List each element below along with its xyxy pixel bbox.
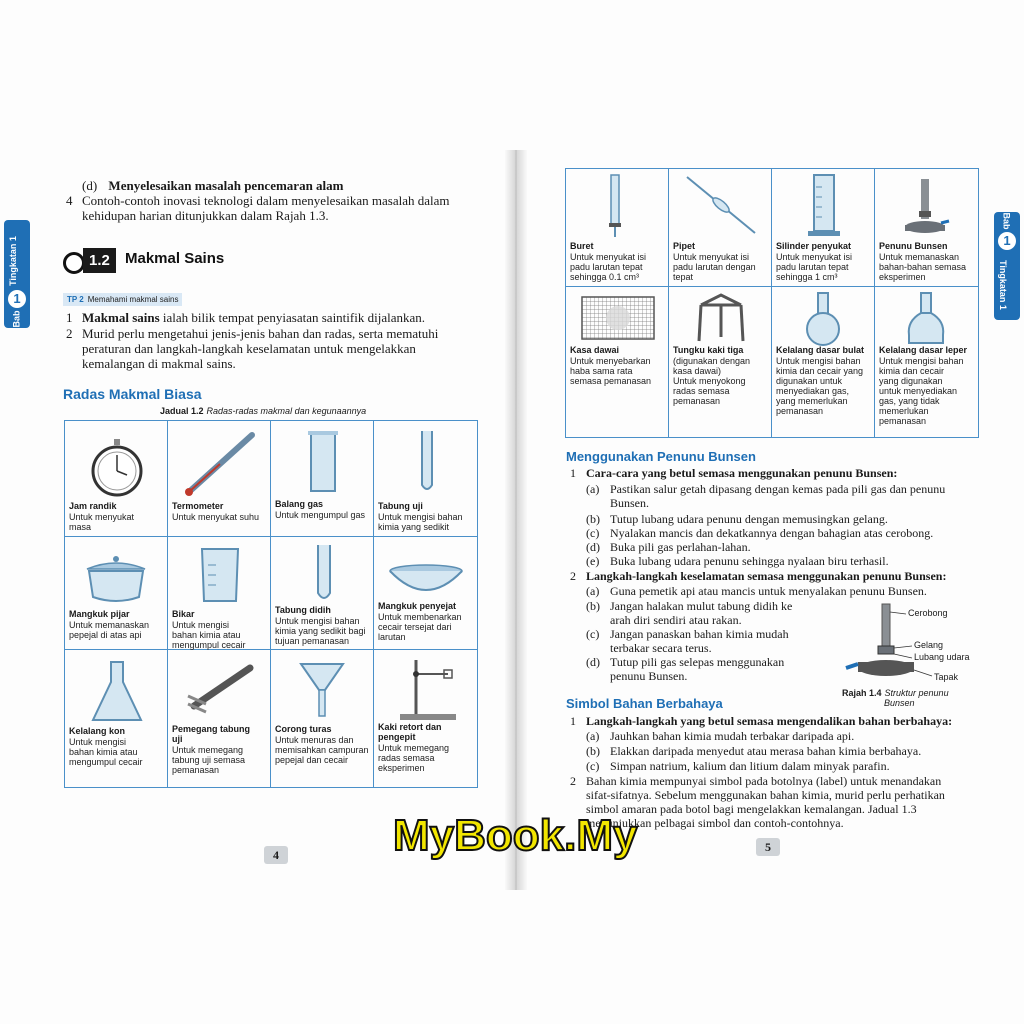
item-label: (b) (586, 599, 600, 613)
chapter-side-tab-right (994, 212, 1020, 320)
item-line: penunu Bunsen. (610, 669, 688, 683)
item-line: arah diri sendiri atau rakan. (610, 613, 742, 627)
apparatus-desc-line: Untuk menyukat suhu (172, 512, 260, 522)
stopwatch-icon (87, 437, 147, 497)
item-line: Pastikan salur getah dipasang dengan kemas pada pili gas dan penunu (610, 482, 946, 496)
apparatus-desc-line: Untuk memegang (172, 745, 244, 755)
apparatus-name: Tungku kaki tiga (673, 345, 744, 355)
list-number: 2 (570, 569, 576, 583)
apparatus-desc-line: Untuk mengisi (69, 737, 127, 747)
apparatus-cell (374, 421, 477, 537)
item-line: Jangan panaskan bahan kimia mudah (610, 627, 789, 641)
apparatus-cell (65, 650, 168, 787)
point-line3: kemalangan di makmal sains. (82, 356, 236, 371)
apparatus-name: Kaki retort dan (378, 722, 442, 732)
apparatus-desc-line: gas, yang tidak (879, 396, 940, 406)
item-label: (a) (586, 482, 600, 496)
apparatus-desc-line: Untuk menuras dan (275, 735, 354, 745)
paragraph-line: menunjukkan pelbagai simbol dan contoh-contohnya. (586, 816, 844, 830)
apparatus-cell (772, 169, 875, 287)
apparatus-cell (168, 537, 271, 650)
apparatus-name: Termometer (172, 501, 224, 511)
item-line: Tutup lubang udara penunu dengan memusingkan gelang. (610, 512, 888, 526)
tab-chapter-number: 1 (8, 290, 26, 308)
apparatus-desc-line: Untuk membenarkan (378, 612, 462, 622)
label-cerobong: Cerobong (908, 608, 948, 618)
test-tube-holder-icon (180, 660, 260, 716)
hazard-1-item-b (586, 744, 921, 758)
apparatus-desc-line: Untuk memegang (378, 743, 450, 753)
item-text-line1: Contoh-contoh inovasi teknologi dalam menyelesaikan masalah dalam (82, 193, 450, 208)
apparatus-cell (271, 537, 374, 650)
bunsen-2-item-c (586, 627, 826, 655)
apparatus-cell (669, 287, 772, 437)
apparatus-desc-line: memisahkan campuran (275, 745, 369, 755)
apparatus-desc-line: pemanasan (172, 765, 220, 775)
round-bottom-flask-icon (798, 291, 848, 347)
apparatus-desc-line: Untuk mengisi bahan (378, 512, 463, 522)
item-line: Buka pili gas perlahan-lahan. (610, 540, 751, 554)
caption-text: Radas-radas makmal dan kegunaannya (206, 406, 367, 416)
point-line1: Murid perlu mengetahui jenis-jenis bahan dan radas, serta mematuhi (82, 326, 439, 341)
apparatus-cell (669, 169, 772, 287)
apparatus-name: Kelalang dasar leper (879, 345, 968, 355)
apparatus-desc-line: kimia dan cecair (879, 366, 945, 376)
watermark-text: MyBook.My (393, 811, 638, 860)
apparatus-name: Kelalang kon (69, 726, 126, 736)
tab-text-bab: Bab (11, 310, 22, 328)
apparatus-cell (168, 421, 271, 537)
caption-line1: Struktur penunu (884, 688, 949, 698)
point-text: ialah bilik tempat penyiasatan saintifik dijalankan. (159, 310, 425, 325)
subheading-hazard: Simbol Bahan Berbahaya (566, 696, 723, 711)
item-label: 4 (66, 193, 73, 208)
apparatus-cell (271, 421, 374, 537)
apparatus-name: Corong turas (275, 724, 332, 734)
apparatus-desc-line: Untuk menyukat (69, 512, 135, 522)
apparatus-desc-line: padu larutan tepat (776, 262, 849, 272)
apparatus-desc-line: cecair tersejat dari (378, 622, 452, 632)
apparatus-desc-line: Untuk menyukat isi (776, 252, 853, 262)
point-bold: Makmal sains (82, 310, 160, 325)
tp-code: TP 2 (67, 295, 84, 304)
apparatus-cell (566, 169, 669, 287)
paragraph-line: Bahan kimia mempunyai simbol pada botolnya (label) untuk menandakan (586, 774, 942, 788)
list-title: Langkah-langkah yang betul semasa mengendalikan bahan berbahaya: (586, 714, 953, 728)
list-number: 1 (570, 466, 576, 480)
item-label: (d) (586, 655, 600, 669)
apparatus-desc-line: Untuk memanaskan (879, 252, 960, 262)
apparatus-cell (875, 169, 978, 287)
point-line2: peraturan dan langkah-langkah keselamatan untuk mengelakkan (82, 341, 416, 356)
apparatus-desc-line: tepat (673, 272, 694, 282)
chapter-side-tab-left (4, 220, 30, 328)
apparatus-name: Silinder penyukat (776, 241, 852, 251)
apparatus-desc-line: Untuk mengisi bahan (879, 356, 964, 366)
item-line: Guna pemetik api atau mancis untuk menyalakan penunu Bunsen. (610, 584, 927, 598)
bunsen-1-item-b (586, 512, 888, 526)
item-line: Nyalakan mancis dan dekatkannya dengan bahagian atas cerobong. (610, 526, 934, 540)
bunsen-1-item-e (586, 554, 889, 568)
item-label: (a) (586, 584, 600, 598)
apparatus-desc-line: Untuk menyukat isi (570, 252, 647, 262)
item-label: (d) (82, 178, 98, 193)
tab-text-tingkatan: Tingkatan 1 (997, 260, 1008, 310)
apparatus-desc-line: Untuk mengisi bahan (776, 356, 861, 366)
bunsen-2-item-b (586, 599, 826, 627)
bunsen-1-item-c (586, 526, 933, 540)
apparatus-desc-line: yang memerlukan (776, 396, 848, 406)
item-label: (c) (586, 627, 600, 641)
list-title: Cara-cara yang betul semasa menggunakan penunu Bunsen: (586, 466, 898, 480)
apparatus-cell (271, 650, 374, 787)
apparatus-name: Kasa dawai (570, 345, 620, 355)
apparatus-desc-line: tujuan pemanasan (275, 636, 350, 646)
apparatus-desc-line: pemanasan (879, 416, 927, 426)
apparatus-desc-line: radas semasa (378, 753, 435, 763)
apparatus-desc-line: digunakan untuk (776, 376, 843, 386)
apparatus-desc-line: yang digunakan (879, 376, 943, 386)
apparatus-desc-line: mengumpul cecair (69, 757, 143, 767)
measuring-cylinder-icon (804, 173, 844, 239)
apparatus-cell (772, 287, 875, 437)
apparatus-name: Pemegang tabung (172, 724, 251, 734)
intro-item-d (82, 178, 344, 193)
apparatus-name: Mangkuk penyejat (378, 601, 457, 611)
apparatus-desc-line: padu larutan dengan (673, 262, 756, 272)
wire-gauze-icon (578, 293, 658, 343)
item-line: Jauhkan bahan kimia mudah terbakar daripada api. (610, 729, 855, 743)
apparatus-desc-line: bahan kimia atau (69, 747, 138, 757)
apparatus-desc-line: bahan-bahan semasa (879, 262, 967, 272)
label-gelang: Gelang (914, 640, 944, 650)
apparatus-name: Mangkuk pijar (69, 609, 130, 619)
bunsen-burner-icon (901, 175, 951, 237)
apparatus-desc-line: sehingga 1 cm³ (776, 272, 838, 282)
bunsen-1-item-a (586, 482, 980, 510)
hazard-1-item-a (586, 729, 854, 743)
apparatus-desc-line: padu larutan tepat (570, 262, 643, 272)
section-title: Makmal Sains (125, 250, 225, 267)
apparatus-name: Penunu Bunsen (879, 241, 948, 251)
table-1-2-caption (160, 406, 366, 416)
burette-icon (600, 173, 630, 239)
bunsen-list-1 (570, 466, 980, 480)
apparatus-desc-line: Untuk mengisi (172, 620, 230, 630)
item-text-line2: kehidupan harian ditunjukkan dalam Rajah 1.3. (82, 208, 329, 223)
evaporating-dish-icon (386, 561, 466, 601)
apparatus-desc-line: pemanasan (673, 396, 721, 406)
item-label: (b) (586, 512, 600, 526)
apparatus-name: uji (172, 734, 183, 744)
apparatus-desc-line: Untuk menyebarkan (570, 356, 651, 366)
point-number: 2 (66, 326, 73, 341)
apparatus-cell (374, 537, 477, 650)
apparatus-desc-line: eksperimen (879, 272, 926, 282)
figure-1-4-caption (842, 688, 972, 708)
item-line: terbakar secara terus. (610, 641, 712, 655)
bunsen-2-item-a (586, 584, 927, 598)
apparatus-name: pengepit (378, 732, 416, 742)
paragraph-line: simbol amaran pada botol bagi mengelakkan kemalangan. Jadual 1.3 (586, 802, 917, 816)
apparatus-desc-line: Untuk menyokong (673, 376, 746, 386)
apparatus-cell (566, 287, 669, 437)
subheading-bunsen: Menggunakan Penunu Bunsen (566, 449, 756, 464)
apparatus-cell (168, 650, 271, 787)
beaker-icon (194, 545, 244, 605)
apparatus-desc-line: Untuk mengisi bahan (275, 616, 360, 626)
apparatus-desc-line: menyediakan gas, (776, 386, 850, 396)
apparatus-table-left (64, 420, 478, 788)
item-line: Simpan natrium, kalium dan litium dalam minyak parafin. (610, 759, 890, 773)
item-line: Jangan halakan mulut tabung didih ke (610, 599, 793, 613)
tab-text-tingkatan: Tingkatan 1 (7, 236, 18, 286)
apparatus-desc-line: masa (69, 522, 92, 532)
apparatus-name: Tabung didih (275, 605, 331, 615)
item-label: (c) (586, 759, 600, 773)
bunsen-1-item-d (586, 540, 751, 554)
apparatus-desc-line: kimia yang sedikit bagi (275, 626, 366, 636)
gas-jar-icon (303, 429, 343, 495)
item-label: (d) (586, 540, 600, 554)
hazard-list-1 (570, 714, 980, 728)
caption-line2: Bunsen (884, 698, 915, 708)
item-line: Elakkan daripada menyedut atau merasa bahan kimia berbahaya. (610, 744, 922, 758)
apparatus-cell (65, 421, 168, 537)
apparatus-desc-line: untuk menyediakan (879, 386, 958, 396)
apparatus-desc-line: pemanasan (776, 406, 824, 416)
apparatus-desc-line: haba sama rata (570, 366, 633, 376)
apparatus-cell (875, 287, 978, 437)
apparatus-desc-line: bahan kimia atau (172, 630, 241, 640)
test-tube-icon (412, 429, 442, 495)
section-circle-icon (63, 252, 85, 274)
page-number-left: 4 (264, 846, 288, 864)
label-lubang-udara: Lubang udara (914, 652, 970, 662)
apparatus-name: Buret (570, 241, 594, 251)
paragraph-line: sifat-sifatnya. Sebelum menggunakan bahan kimia, murid perlu perhatikan (586, 788, 945, 802)
bunsen-2-item-d (586, 655, 826, 683)
apparatus-desc-line: radas semasa (673, 386, 730, 396)
apparatus-desc-line: kimia dan cecair yang (776, 366, 864, 376)
apparatus-desc-line: semasa pemanasan (570, 376, 652, 386)
tab-chapter-number: 1 (998, 232, 1016, 250)
caption-label: Rajah 1.4 (842, 688, 882, 698)
apparatus-name: Jam randik (69, 501, 117, 511)
apparatus-desc-line: larutan (378, 632, 406, 642)
point-2 (66, 326, 486, 371)
section-header (63, 246, 225, 276)
item-line: Buka lubang udara penunu sehingga nyalaan biru terhasil. (610, 554, 889, 568)
hazard-1-item-c (586, 759, 890, 773)
tab-text-bab: Bab (1001, 212, 1012, 230)
item-label: (e) (586, 554, 600, 568)
tp-tag (63, 293, 182, 306)
tripod-stand-icon (691, 293, 751, 343)
list-title: Langkah-langkah keselamatan semasa menggunakan penunu Bunsen: (586, 569, 947, 583)
apparatus-desc-line: (digunakan dengan (673, 356, 751, 366)
filter-funnel-icon (297, 660, 347, 720)
thermometer-icon (180, 429, 260, 499)
pipette-icon (681, 173, 761, 237)
apparatus-desc-line: tabung uji semasa (172, 755, 246, 765)
apparatus-name: Kelalang dasar bulat (776, 345, 865, 355)
page-number-right: 5 (756, 838, 780, 856)
caption-label: Jadual 1.2 (160, 406, 204, 416)
section-number: 1.2 (83, 248, 116, 273)
conical-flask-icon (87, 660, 147, 726)
apparatus-name: Tabung uji (378, 501, 423, 511)
apparatus-desc-line: Untuk memanaskan (69, 620, 150, 630)
intro-item-4 (66, 193, 486, 223)
apparatus-desc-line: Untuk mengumpul gas (275, 510, 366, 520)
retort-stand-icon (392, 656, 462, 722)
apparatus-cell (65, 537, 168, 650)
crucible-icon (81, 547, 151, 607)
point-1 (66, 310, 486, 325)
apparatus-desc-line: kimia yang sedikit (378, 522, 450, 532)
apparatus-desc-line: kasa dawai) (673, 366, 722, 376)
bunsen-list-2 (570, 569, 980, 583)
apparatus-table-right (565, 168, 979, 438)
apparatus-name: Bikar (172, 609, 195, 619)
apparatus-name: Pipet (673, 241, 696, 251)
flat-bottom-flask-icon (901, 291, 951, 347)
apparatus-desc-line: mengumpul cecair (172, 640, 246, 650)
item-label: (a) (586, 729, 600, 743)
list-number: 1 (570, 714, 576, 728)
book-gutter (505, 150, 527, 890)
apparatus-desc-line: pepejal di atas api (69, 630, 142, 640)
item-label: (c) (586, 526, 600, 540)
apparatus-desc-line: sehingga 0.1 cm³ (570, 272, 640, 282)
item-line: Bunsen. (610, 496, 649, 510)
point-number: 1 (66, 310, 73, 325)
item-text: Menyelesaikan masalah pencemaran alam (108, 178, 344, 193)
item-line: Tutup pili gas selepas menggunakan (610, 655, 785, 669)
tp-text: Memahami makmal sains (87, 295, 179, 304)
apparatus-name: Balang gas (275, 499, 324, 509)
apparatus-desc-line: Untuk menyukat isi (673, 252, 750, 262)
subheading-radas: Radas Makmal Biasa (63, 386, 202, 402)
label-tapak: Tapak (934, 672, 959, 682)
apparatus-cell (374, 650, 477, 787)
apparatus-desc-line: eksperimen (378, 763, 425, 773)
list-number: 2 (570, 774, 576, 788)
apparatus-desc-line: memerlukan (879, 406, 929, 416)
apparatus-desc-line: pepejal dan cecair (275, 755, 349, 765)
item-label: (b) (586, 744, 600, 758)
boiling-tube-icon (309, 543, 339, 603)
